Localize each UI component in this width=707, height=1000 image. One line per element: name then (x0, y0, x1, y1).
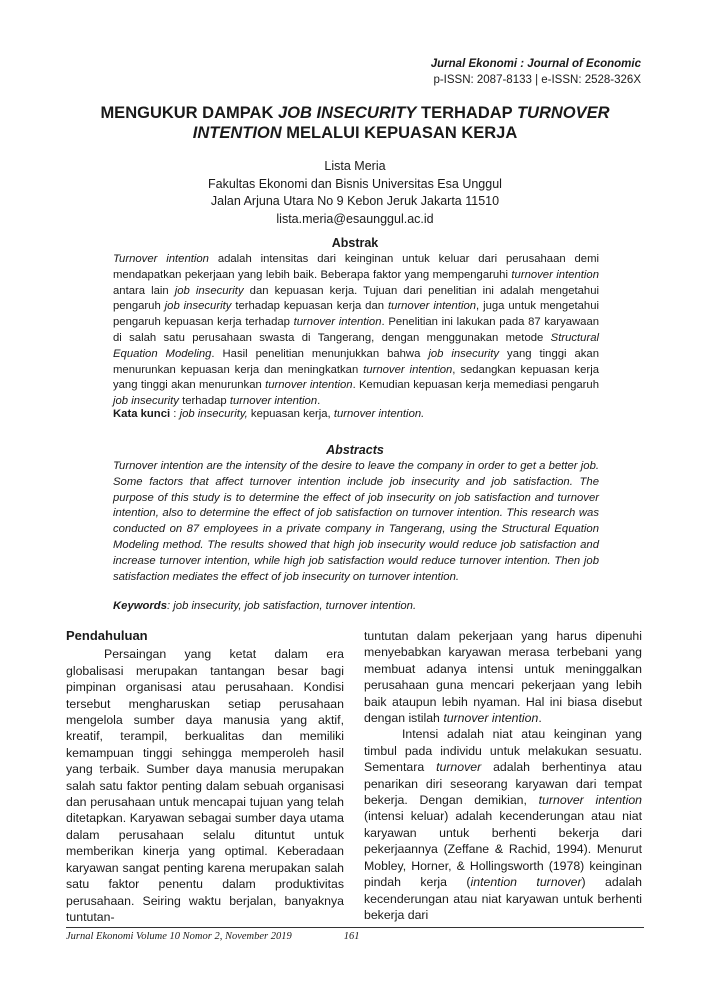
kata-kunci-label: Kata kunci (113, 408, 171, 420)
abstrak-seg: Turnover intention (113, 253, 209, 265)
title-part: TERHADAP (416, 104, 517, 122)
abstrak-seg: job insecurity (428, 347, 500, 360)
keywords-label: Keywords (113, 600, 167, 612)
kata-kunci-sep: : (170, 408, 180, 420)
body-seg: ) adalah kecenderungan atau niat karyawan untuk berhenti bekerja dari (364, 875, 642, 922)
author-name: Lista Meria (324, 159, 386, 173)
abstrak-seg: job insecurity (164, 300, 232, 313)
body-seg: turnover intention (443, 711, 539, 726)
keywords (113, 600, 599, 612)
body-seg: . (538, 711, 542, 726)
abstrak-seg: . Kemudian kepuasan kerja memediasi pengaruh (352, 379, 600, 392)
abstrak-seg: job insecurity (113, 395, 179, 408)
issn: p-ISSN: 2087-8133 | e-ISSN: 2528-326X (433, 74, 641, 86)
abstrak-seg: Structural Equation Modeling (113, 331, 599, 360)
abstracts-text: Turnover intention are the intensity of the desire to leave the company in order to get a better job. Some factors that affect turnover intention include job insecurity and job satisfaction. The purpose of this study is to determine the effect of job insecurity on job satisfaction and turnover intention, also to determine the effect of job satisfaction on turnover intention. This research was conducted on 87 employees in a private company in Tangerang, using the Structural Equation Modeling method. The results showed that high job insecurity would reduce job satisfaction and increase turnover intention, while high job satisfaction would reduce turnover intention. Then job satisfaction mediates the effect of job insecurity on turnover intention. (113, 460, 599, 583)
abstrak-seg: adalah intensitas dari keinginan untuk keluar dari perusahaan demi mendapatkan pekerjaan yang lebih baik. Beberapa faktor yang mempengaruhi (113, 253, 600, 281)
author-address: Jalan Arjuna Utara No 9 Kebon Jeruk Jakarta 11510 (210, 194, 500, 208)
journal-header (431, 56, 641, 88)
abstrak-seg: turnover intention (387, 300, 477, 313)
page-footer (66, 931, 359, 942)
body-paragraph: Persaingan yang ketat dalam era globalisasi merupakan tantangan besar bagi pimpinan organisasi atau perusahaan. Kondisi tersebut mengharuskan setiap perusahaan mengelola sumber daya manusia yang aktif, kreatif, terampil, berkualitas dan memiliki kemampuan tinggi sehingga memperoleh hasil yang terbaik. Sumber daya manusia merupakan salah satu faktor penting dalam sebuah organisasi dan perusahaan untuk mencapai tujuan yang telah ditetapkan. Karyawan sebagai sumber daya utama dalam perusahaan selalu dituntut untuk memberikan kinerja yang optimal. Keberadaan karyawan sangat penting karena merupakan salah satu faktor penentu dalam produktivitas perusahaan. Seiring waktu berjalan, banyaknya tuntutan- (66, 647, 344, 924)
body-seg: tuntutan dalam pekerjaan yang harus dipenuhi menyebabkan karyawan merasa terbebani yang membuat adanya intensi untuk meninggalkan perusahaan guna mencari pekerjaan yang lebih baik ataupun lebih nyaman. Hal ini biasa disebut dengan istilah (364, 629, 642, 726)
body-paragraph (364, 726, 642, 923)
abstrak-seg: . (317, 395, 321, 408)
paper-title (70, 103, 640, 143)
abstrak-heading: Abstrak (331, 236, 379, 250)
title-part: TURNOVER INTENTION (192, 104, 610, 142)
kata-kunci-term: turnover intention. (333, 408, 425, 420)
footer-rule (66, 927, 644, 928)
abstracts-heading: Abstracts (326, 443, 384, 457)
abstrak-seg: turnover intention (363, 363, 453, 376)
body-paragraph (364, 628, 642, 726)
author-block (70, 158, 640, 228)
kata-kunci-term: kepuasan kerja, (247, 408, 334, 420)
abstrak-seg: turnover intention (293, 316, 382, 329)
journal-name: Jurnal Ekonomi : Journal of Economic (430, 58, 641, 70)
section-heading: Pendahuluan (66, 628, 148, 643)
page-number: 161 (343, 931, 360, 942)
author-email: lista.meria@esaunggul.ac.id (276, 211, 434, 226)
footer-journal: Jurnal Ekonomi Volume 10 Nomor 2, November 2019 (66, 931, 292, 942)
kata-kunci-term: job insecurity, (179, 408, 248, 420)
abstrak-seg: turnover intention (265, 379, 353, 392)
abstrak-seg: . Penelitian ini lakukan pada 87 karyawaan di salah satu perusahaan swasta di Tangerang, dengan menggunakan metode (113, 316, 600, 344)
author-affiliation: Fakultas Ekonomi dan Bisnis Universitas Esa Unggul (208, 176, 502, 191)
left-column (66, 628, 344, 925)
abstrak-seg: job insecurity (174, 284, 244, 297)
abstrak-seg: antara lain (113, 284, 175, 297)
abstrak-seg: . Hasil penelitian menunjukkan bahwa (211, 347, 429, 360)
body-seg: (intensi keluar) adalah kecenderungan atau niat karyawan untuk berhenti bekerja dari pekerjaannya (Zeffane & Rachid, 1994). Menurut Mobley, Horner, & Hollingsworth (1978) keinginan pindah kerja ( (364, 809, 642, 890)
keywords-text: : job insecurity, job satisfaction, turnover intention. (167, 600, 417, 612)
body-seg: intention turnover (470, 875, 582, 890)
abstrak-seg: terhadap kepuasan kerja dan (231, 300, 388, 313)
abstrak-text (113, 252, 599, 410)
body-seg: Intensi adalah niat atau keinginan yang timbul pada individu untuk melakukan sesuatu. Sementara (364, 727, 642, 775)
abstrak-seg: yang tinggi akan menurunkan kepuasan kerja dan meningkatkan (113, 347, 599, 376)
abstrak-seg: , sedangkan kepuasan kerja yang tinggi akan menurunkan (113, 363, 599, 392)
title-part: JOB INSECURITY (277, 104, 417, 122)
abstrak-seg: terhadap (178, 395, 230, 408)
right-column (364, 628, 642, 923)
title-part: MENGUKUR DAMPAK (100, 104, 278, 122)
abstrak-seg: turnover intention (229, 395, 318, 408)
title-part: MELALUI KEPUASAN KERJA (281, 124, 518, 142)
kata-kunci (113, 408, 599, 420)
abstrak-seg: dan kepuasan kerja. Tujuan dari penelitian ini adalah mengetahui pengaruh (113, 284, 599, 313)
body-seg: turnover intention (538, 793, 642, 808)
body-seg: adalah berhentinya atau penarikan diri seseorang karyawan dari tempat bekerja. Dengan demikian, (364, 760, 643, 808)
abstrak-seg: , juga untuk mengetahui pengaruh kepuasan kerja terhadap (113, 300, 599, 329)
body-seg: turnover (436, 760, 482, 775)
abstrak-seg: turnover intention (511, 268, 600, 281)
